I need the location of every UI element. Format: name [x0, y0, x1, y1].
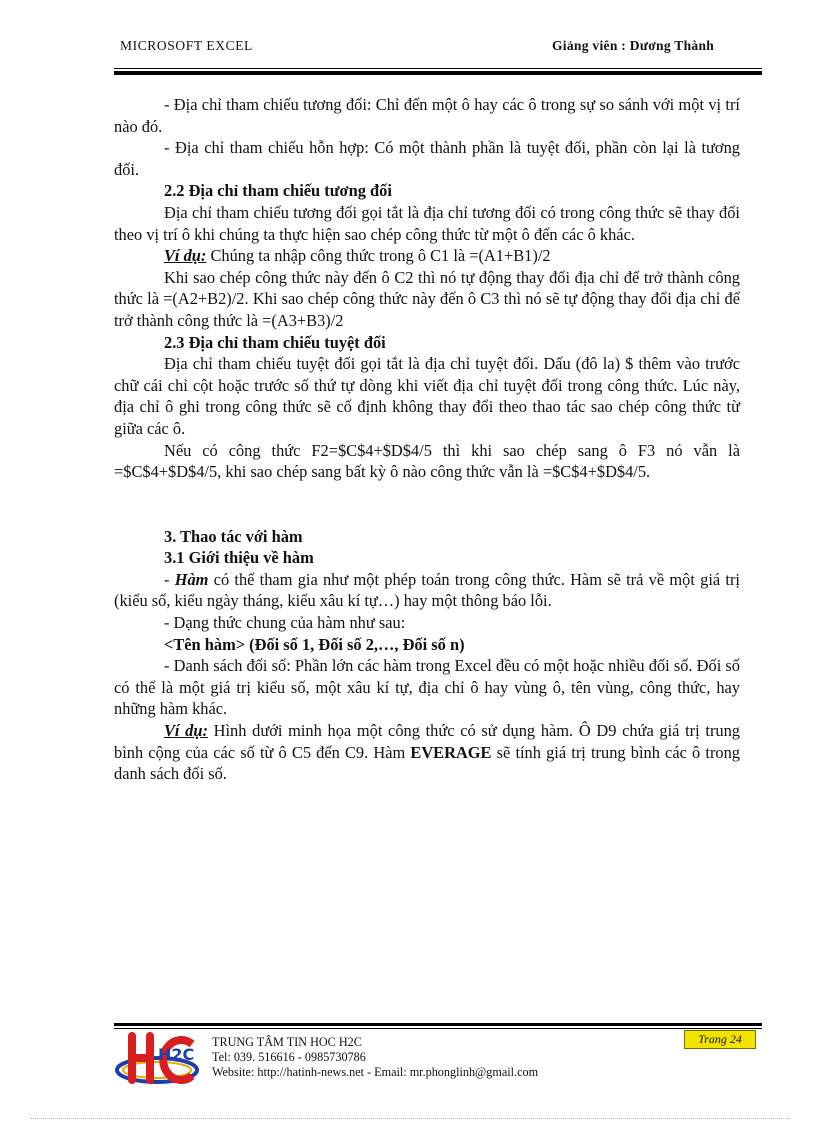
paragraph-arguments: - Danh sách đối số: Phần lớn các hàm trong Excel đều có một hoặc nhiều đối số. Đối số có thể là một giá trị kiểu số, một xâu kí tự, địa chỉ ô hay vùng ô, tên vùng, công thức, hay những hàm khác. — [114, 656, 740, 719]
heading-3: 3. Thao tác với hàm — [164, 526, 303, 546]
paragraph-function-intro — [114, 569, 740, 612]
header-rule-thick — [114, 71, 762, 75]
logo-label: H2C — [158, 1045, 195, 1064]
paragraph-relative-desc: Địa chỉ tham chiếu tương đối gọi tắt là địa chỉ tương đối có trong công thức sẽ thay đổi theo vị trí ô khi chúng ta thực hiện sao chép công thức từ một ô đến các ô khác. — [114, 202, 740, 244]
page-content — [114, 94, 740, 785]
bottom-dotted-line — [30, 1118, 790, 1119]
example-text: Chúng ta nhập công thức trong ô C1 là =(A1+B1)/2 — [206, 246, 551, 266]
paragraph-relative-ref: - Địa chỉ tham chiếu tương đối: Chỉ đến một ô hay các ô trong sự so sánh với một vị trí nào đó. — [114, 95, 740, 136]
page-number-badge: Trang 24 — [684, 1030, 756, 1049]
header-title: MICROSOFT EXCEL — [120, 38, 253, 53]
header-instructor: Giảng viên : Dương Thành — [552, 38, 715, 53]
footer-phone: Tel: 039. 516616 - 0985730786 — [212, 1050, 366, 1064]
paragraph-mixed-ref: - Địa chỉ tham chiếu hỗn hợp: Có một thành phần là tuyệt đối, phần còn lại là tương đối. — [114, 138, 740, 179]
paragraph-copy-behavior: Khi sao chép công thức này đến ô C2 thì nó tự động thay đổi địa chỉ để trở thành công thức là =(A2+B2)/2. Khi sao chép công thức này đến ô C3 thì nó sẽ tự động thay đổi địa chỉ để trở thành công thức là =(A3+B3)/2 — [114, 267, 740, 330]
paragraph-absolute-desc: Địa chỉ tham chiếu tuyệt đối gọi tắt là địa chỉ tuyệt đối. Dấu (đô la) $ thêm vào trước chữ cái chỉ cột hoặc trước số thứ tự dòng khi viết địa chỉ tuyệt đối trong công thức. Lúc này, địa chỉ ô ghi trong công thức sẽ cố định không thay đổi theo thao tác sao chép công thức từ giữa các ô. — [114, 354, 740, 438]
function-intro-text: có thể tham gia như một phép toán trong công thức. Hàm sẽ trả về một giá trị (kiểu số, kiểu ngày tháng, kiểu xâu kí tự…) hay một thông báo lỗi. — [114, 569, 740, 611]
h2c-logo — [114, 1030, 200, 1092]
footer-rule-thin — [114, 1028, 762, 1029]
heading-2-3: 2.3 Địa chỉ tham chiếu tuyệt đối — [164, 332, 386, 352]
function-syntax: <Tên hàm> (Đối số 1, Đối số 2,…, Đối số n) — [164, 634, 465, 654]
footer-rule-thick — [114, 1023, 762, 1026]
example-label-2: Ví dụ: — [164, 721, 208, 741]
paragraph-example-1 — [114, 245, 740, 267]
heading-3-1: 3.1 Giới thiệu về hàm — [164, 548, 314, 568]
heading-2-2: 2.2 Địa chỉ tham chiếu tương đối — [164, 181, 392, 201]
header-rule-thin — [114, 68, 762, 69]
footer-website-email: Website: http://hatinh-news.net - Email: mr.phonglinh@gmail.com — [212, 1065, 539, 1079]
example-2-text-a: Hình dưới minh họa một công thức có sử dụng hàm. Ô D9 chứa giá trị trung bình cộng của các số từ ô C5 đến C9. Hàm — [114, 721, 740, 762]
everage-term: EVERAGE — [410, 742, 492, 762]
example-label: Ví dụ: — [164, 246, 207, 266]
dash: - — [164, 569, 175, 589]
example-2-text-c: sẽ tính giá trị trung bình các ô trong danh sách đối số. — [114, 742, 740, 784]
paragraph-example-2 — [114, 720, 740, 785]
ham-term: Hàm — [174, 569, 209, 589]
footer-center-name: TRUNG TÂM TIN HOC H2C — [212, 1035, 362, 1049]
paragraph-syntax-intro: - Dạng thức chung của hàm như sau: — [164, 613, 406, 633]
paragraph-absolute-example: Nếu có công thức F2=$C$4+$D$4/5 thì khi sao chép sang ô F3 nó vẫn là =$C$4+$D$4/5, khi sao chép sang bất kỳ ô nào công thức vẫn là =$C$4+$D$4/5. — [114, 440, 740, 482]
